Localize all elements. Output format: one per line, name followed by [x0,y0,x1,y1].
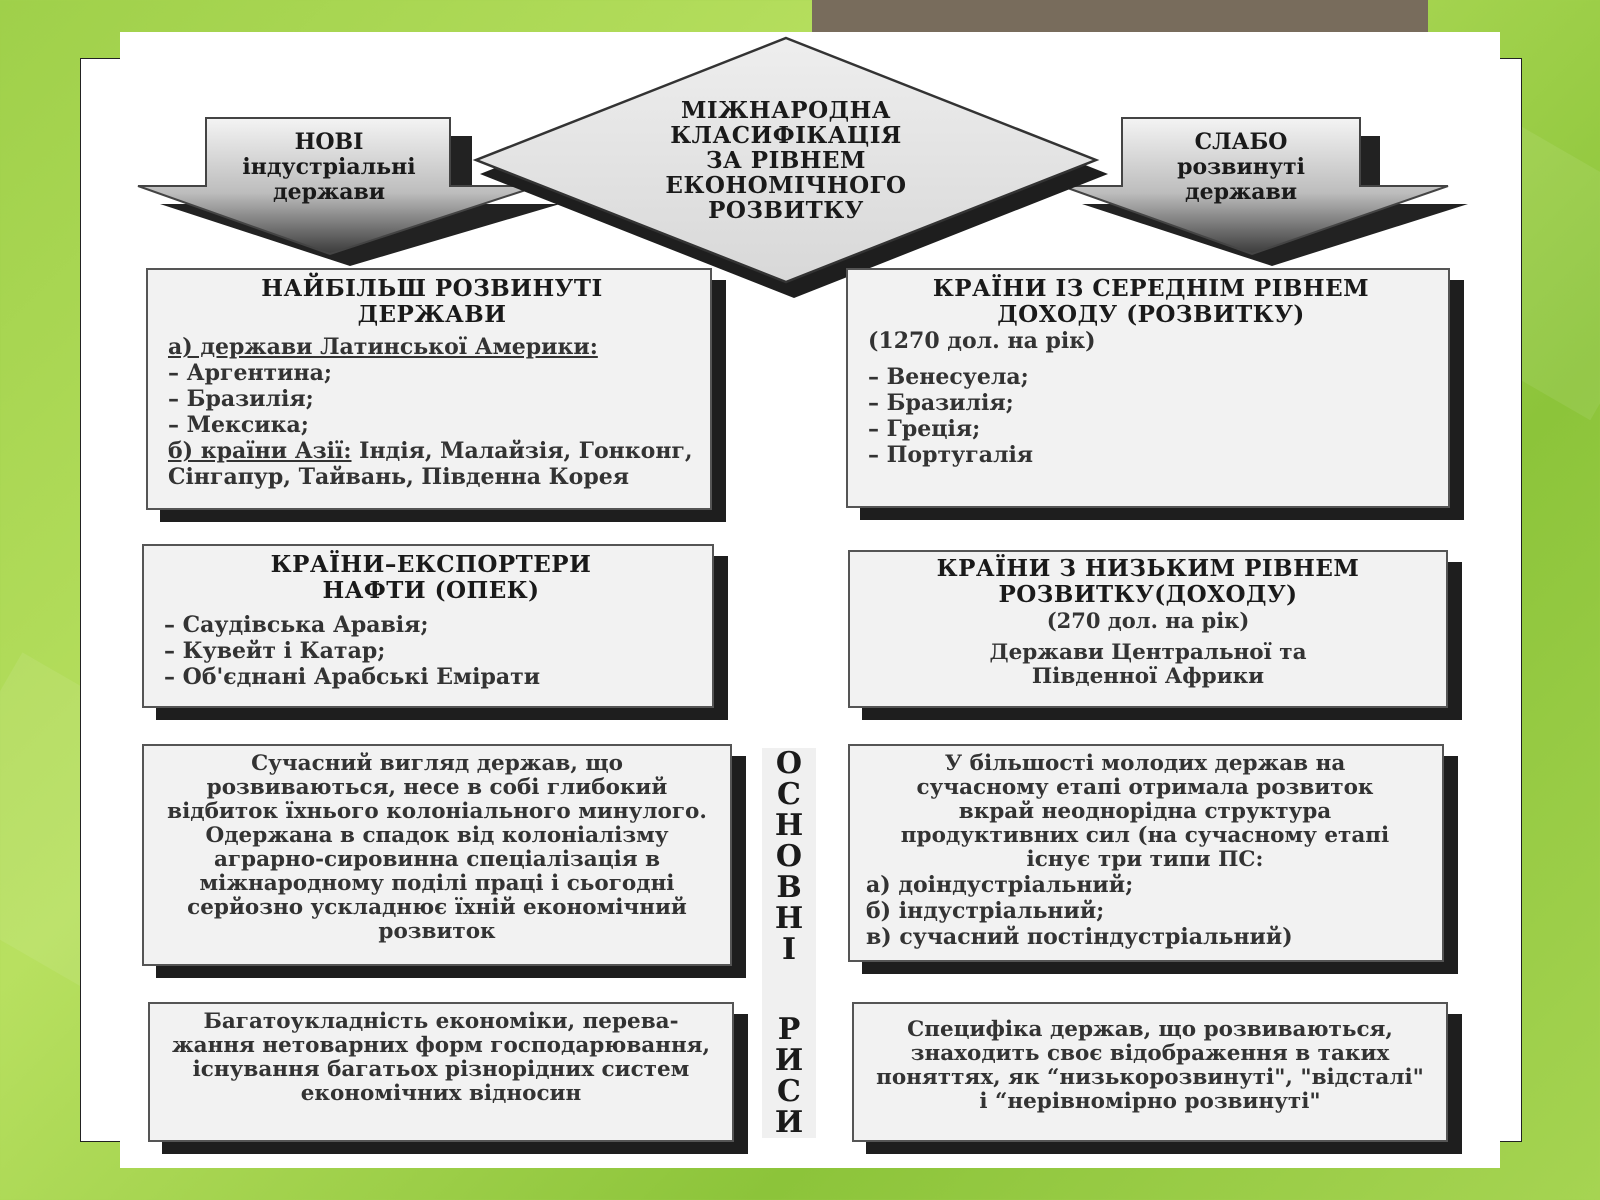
list-item: – Об'єднані Арабські Емірати [164,664,541,690]
vertical-letter: С [777,777,801,812]
box-title: НАЙБІЛЬШ РОЗВИНУТІ ДЕРЖАВИ [261,275,603,328]
list-item: – Бразилія; [168,386,314,412]
box-text: Специфіка держав, що розвиваються, знаходить своє відображення в таких поняттях, як “низькорозвинуті", "відсталі" і “нерівномірно розвинуті" [876,1017,1424,1114]
list-item: – Португалія [868,442,1034,468]
list-item: – Кувейт і Катар; [164,638,386,664]
center-title-line: КЛАСИФІКАЦІЯ [670,122,902,149]
list-item: б) індустріальний; [866,898,1105,924]
list-item: – Аргентина; [168,360,332,386]
vertical-label-main-features [762,748,816,1138]
vertical-letter: І [781,932,797,967]
left-arrow-label-line: держави [272,179,386,205]
box-title: КРАЇНИ З НИЗЬКИМ РІВНЕМ РОЗВИТКУ(ДОХОДУ) [936,555,1360,608]
box-title: КРАЇНИ ІЗ СЕРЕДНІМ РІВНЕМ ДОХОДУ (РОЗВИТКУ) [932,275,1370,328]
box-note: (1270 дол. на рік) [868,328,1096,354]
group-b-text: Індія, Малайзія, Гонконг, Сінгапур, Тайвань, Південна Корея [168,438,693,490]
group-b-label: б) країни Азії: [168,438,352,464]
right-arrow-label-line: розвинуті [1177,154,1305,180]
box-title: КРАЇНИ–ЕКСПОРТЕРИ НАФТИ (ОПЕК) [270,551,592,604]
box-feature-specifics [852,1002,1448,1142]
box-low-income [848,550,1448,708]
vertical-letter: О [775,746,803,781]
box-feature-structure [848,744,1444,962]
list-item: а) доіндустріальний; [866,872,1134,898]
vertical-letter: С [777,1074,801,1109]
right-arrow-label-line: СЛАБО [1194,129,1288,155]
left-arrow-label-line: індустріальні [242,154,416,180]
box-oil-exporters [142,544,714,708]
list-item: – Саудівська Аравія; [164,612,429,638]
box-text: У більшості молодих держав на сучасному етапі отримала розвиток вкрай неоднорідна структура продуктивних сил (на сучасному етапі існує три типи ПС: [900,751,1390,872]
left-arrow-label [212,130,446,205]
box-text: Багатоукладність економіки, перева-жання нетоварних форм господарювання, існування багатьох різнорідних систем економічних відносин [171,1009,711,1106]
middle-income-list [868,364,1434,468]
center-title-line: РОЗВИТКУ [708,197,864,224]
left-arrow-label-line: НОВІ [294,129,364,155]
vertical-letter: Н [774,901,804,936]
group-a-label: а) держави Латинської Америки: [168,334,598,360]
vertical-letter: И [774,1043,804,1078]
vertical-letter: О [775,839,803,874]
list-item: – Бразилія; [868,390,1014,416]
box-feature-colonial [142,744,732,966]
box-text: Сучасний вигляд держав, що розвиваються, несе в собі глибокий відбиток їхнього колоніального минулого. Одержана в спадок від колоніалізму аграрно-сировинна спеціалізація в міжнародному поділі праці і сьогодні серйозно ускладнює їхній економічний розвиток [167,751,707,944]
center-title-line: МІЖНАРОДНА [680,97,892,124]
box-note: (270 дол. на рік) [1046,608,1250,633]
group-b [168,438,696,490]
vertical-letter: Н [774,808,804,843]
right-arrow-label-line: держави [1184,179,1298,205]
feature-structure-list [866,872,1424,950]
oil-list [164,612,698,690]
box-text: Держави Центральної та Південної Африки [989,640,1307,689]
center-title-line: ЕКОНОМІЧНОГО [665,172,907,199]
list-item: – Венесуела; [868,364,1029,390]
group-a-list [168,360,696,438]
vertical-letter: Р [777,1012,801,1047]
list-item: – Греція; [868,416,981,442]
right-arrow-label [1126,130,1356,205]
box-feature-economy [148,1002,734,1142]
vertical-letter: И [774,1105,804,1140]
box-middle-income [846,268,1450,508]
list-item: в) сучасний постіндустріальний) [866,924,1293,950]
box-most-developed [146,268,712,510]
center-title-line: ЗА РІВНЕМ [705,147,867,174]
list-item: – Мексика; [168,412,309,438]
vertical-letter: В [776,870,802,905]
center-title [600,98,972,223]
